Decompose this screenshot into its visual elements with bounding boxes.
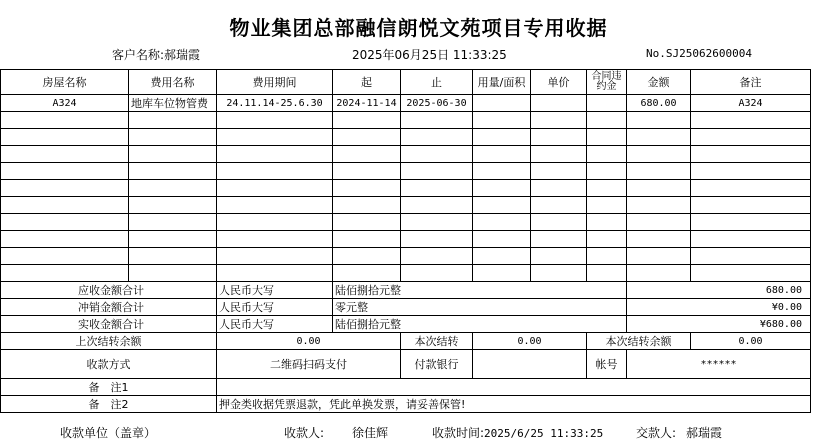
empty-cell [587, 231, 627, 248]
table-row [1, 95, 811, 112]
empty-cell [473, 129, 531, 146]
last-balance-label: 上次结转余额 [1, 333, 217, 350]
column-header: 用量/面积 [473, 70, 531, 95]
receiving-unit-label: 收款单位（盖章） [60, 426, 157, 440]
amount-cell: 680.00 [627, 95, 691, 112]
empty-cell [333, 112, 401, 129]
empty-cell [531, 231, 587, 248]
note1-row [1, 379, 811, 396]
empty-cell [587, 214, 627, 231]
table-header-row [1, 70, 811, 95]
empty-cell [217, 231, 333, 248]
actual-amount: ¥680.00 [627, 316, 811, 333]
empty-cell [691, 112, 811, 129]
empty-cell [531, 265, 587, 282]
empty-cell [531, 180, 587, 197]
empty-cell [473, 112, 531, 129]
empty-cell [587, 265, 627, 282]
empty-table-row [1, 248, 811, 265]
empty-cell [627, 146, 691, 163]
empty-cell [217, 129, 333, 146]
empty-cell [691, 248, 811, 265]
empty-cell [1, 112, 129, 129]
empty-table-row [1, 197, 811, 214]
offset-caps: 零元整 [333, 299, 627, 316]
this-balance-value: 0.00 [691, 333, 811, 350]
customer-field [112, 46, 200, 63]
note2-row [1, 396, 811, 413]
last-balance-value: 0.00 [217, 333, 401, 350]
empty-cell [627, 231, 691, 248]
empty-cell [1, 197, 129, 214]
receipt-table [0, 69, 811, 413]
empty-cell [401, 197, 473, 214]
actual-label: 实收金额合计 [1, 316, 217, 333]
empty-cell [401, 265, 473, 282]
empty-cell [473, 180, 531, 197]
column-header: 单价 [531, 70, 587, 95]
payee-name: 徐佳辉 [352, 426, 389, 440]
account-value: ****** [627, 350, 811, 379]
column-header: 费用名称 [129, 70, 217, 95]
column-header: 止 [401, 70, 473, 95]
customer-label: 客户名称: [112, 48, 165, 62]
empty-cell [627, 197, 691, 214]
empty-cell [587, 146, 627, 163]
receipt-title: 物业集团总部融信朗悦文苑项目专用收据 [229, 16, 608, 40]
empty-cell [129, 231, 217, 248]
empty-cell [217, 163, 333, 180]
empty-cell [473, 197, 531, 214]
payment-method-label: 收款方式 [1, 350, 217, 379]
payment-method-value: 二维码扫码支付 [217, 350, 401, 379]
empty-cell [473, 248, 531, 265]
empty-cell [1, 231, 129, 248]
receipt-time-value: 2025/6/25 11:33:25 [484, 427, 604, 440]
empty-cell [627, 180, 691, 197]
receivable-row [1, 282, 811, 299]
empty-cell [333, 248, 401, 265]
rmb-caps-label: 人民币大写 [217, 282, 333, 299]
offset-row [1, 299, 811, 316]
empty-cell [627, 214, 691, 231]
empty-cell [129, 265, 217, 282]
empty-cell [531, 197, 587, 214]
empty-cell [129, 163, 217, 180]
empty-cell [333, 214, 401, 231]
empty-cell [531, 146, 587, 163]
receipt-time-label: 收款时间: [432, 426, 485, 440]
empty-table-row [1, 112, 811, 129]
empty-cell [627, 163, 691, 180]
empty-cell [587, 180, 627, 197]
empty-cell [333, 163, 401, 180]
empty-table-row [1, 146, 811, 163]
empty-cell [1, 146, 129, 163]
note2-label: 备 注2 [1, 396, 217, 413]
empty-cell [217, 197, 333, 214]
payee-label: 收款人: [284, 426, 325, 440]
empty-cell [627, 129, 691, 146]
payee-field [284, 424, 388, 441]
empty-cell [333, 146, 401, 163]
column-header: 起 [333, 70, 401, 95]
column-header: 金额 [627, 70, 691, 95]
empty-table-row [1, 180, 811, 197]
payer-name: 郝瑞霞 [686, 426, 723, 440]
empty-cell [531, 214, 587, 231]
receivable-caps: 陆佰捌拾元整 [333, 282, 627, 299]
empty-cell [1, 248, 129, 265]
empty-cell [531, 248, 587, 265]
note1-label: 备 注1 [1, 379, 217, 396]
receipt-time-field [432, 424, 603, 441]
empty-cell [587, 112, 627, 129]
empty-cell [217, 248, 333, 265]
empty-cell [401, 231, 473, 248]
empty-cell [473, 146, 531, 163]
empty-cell [401, 163, 473, 180]
usage-cell [473, 95, 531, 112]
empty-cell [691, 231, 811, 248]
empty-cell [217, 112, 333, 129]
actual-caps: 陆佰捌拾元整 [333, 316, 627, 333]
empty-cell [587, 248, 627, 265]
payment-bank-value [473, 350, 587, 379]
this-balance-label: 本次结转余额 [587, 333, 691, 350]
empty-cell [333, 231, 401, 248]
rmb-caps-label: 人民币大写 [217, 299, 333, 316]
account-label: 帐号 [587, 350, 627, 379]
this-transfer-value: 0.00 [473, 333, 587, 350]
offset-label: 冲销金额合计 [1, 299, 217, 316]
empty-cell [587, 163, 627, 180]
column-header: 合同违约金 [587, 70, 627, 95]
empty-cell [129, 214, 217, 231]
empty-cell [531, 129, 587, 146]
rmb-caps-label: 人民币大写 [217, 316, 333, 333]
empty-cell [333, 197, 401, 214]
empty-table-row [1, 163, 811, 180]
empty-table-row [1, 214, 811, 231]
empty-cell [1, 180, 129, 197]
period-cell: 24.11.14-25.6.30 [217, 95, 333, 112]
empty-cell [401, 180, 473, 197]
empty-cell [401, 129, 473, 146]
empty-cell [691, 197, 811, 214]
empty-cell [627, 265, 691, 282]
empty-cell [627, 248, 691, 265]
this-transfer-label: 本次结转 [401, 333, 473, 350]
empty-cell [473, 214, 531, 231]
empty-cell [129, 197, 217, 214]
empty-cell [401, 112, 473, 129]
column-header: 费用期间 [217, 70, 333, 95]
start-cell: 2024-11-14 [333, 95, 401, 112]
empty-cell [401, 248, 473, 265]
empty-cell [129, 180, 217, 197]
penalty-cell [587, 95, 627, 112]
remark-cell: A324 [691, 95, 811, 112]
empty-cell [473, 231, 531, 248]
actual-row [1, 316, 811, 333]
note1-value [217, 379, 811, 396]
empty-cell [401, 214, 473, 231]
offset-amount: ¥0.00 [627, 299, 811, 316]
empty-cell [129, 248, 217, 265]
empty-table-row [1, 231, 811, 248]
payer-field [636, 424, 722, 441]
empty-cell [691, 129, 811, 146]
empty-cell [333, 129, 401, 146]
empty-cell [473, 265, 531, 282]
empty-cell [691, 163, 811, 180]
empty-cell [217, 214, 333, 231]
column-header: 备注 [691, 70, 811, 95]
empty-cell [691, 265, 811, 282]
empty-cell [587, 129, 627, 146]
empty-cell [401, 146, 473, 163]
empty-cell [129, 146, 217, 163]
receivable-label: 应收金额合计 [1, 282, 217, 299]
empty-table-row [1, 265, 811, 282]
empty-cell [691, 146, 811, 163]
payment-bank-label: 付款银行 [401, 350, 473, 379]
end-cell: 2025-06-30 [401, 95, 473, 112]
customer-name: 郝瑞霞 [164, 48, 201, 62]
column-header: 房屋名称 [1, 70, 129, 95]
empty-cell [1, 214, 129, 231]
empty-cell [691, 180, 811, 197]
empty-cell [587, 197, 627, 214]
empty-cell [333, 180, 401, 197]
note2-value: 押金类收据凭票退款，凭此单换发票，请妥善保管! [217, 396, 811, 413]
empty-cell [129, 112, 217, 129]
empty-table-row [1, 129, 811, 146]
price-cell [531, 95, 587, 112]
payer-label: 交款人: [636, 426, 677, 440]
empty-cell [473, 163, 531, 180]
empty-cell [531, 112, 587, 129]
empty-cell [1, 129, 129, 146]
payment-row [1, 350, 811, 379]
empty-cell [217, 180, 333, 197]
fee-name-cell: 地库车位物管费 [129, 95, 217, 112]
balance-row [1, 333, 811, 350]
receivable-amount: 680.00 [627, 282, 811, 299]
empty-cell [1, 265, 129, 282]
receipt-datetime: 2025年06月25日 11:33:25 [352, 48, 507, 62]
empty-cell [333, 265, 401, 282]
empty-cell [531, 163, 587, 180]
receipt-number: No.SJ25062600004 [646, 47, 752, 60]
empty-cell [1, 163, 129, 180]
empty-cell [627, 112, 691, 129]
empty-cell [129, 129, 217, 146]
empty-cell [691, 214, 811, 231]
empty-cell [217, 265, 333, 282]
house-cell: A324 [1, 95, 129, 112]
empty-cell [217, 146, 333, 163]
